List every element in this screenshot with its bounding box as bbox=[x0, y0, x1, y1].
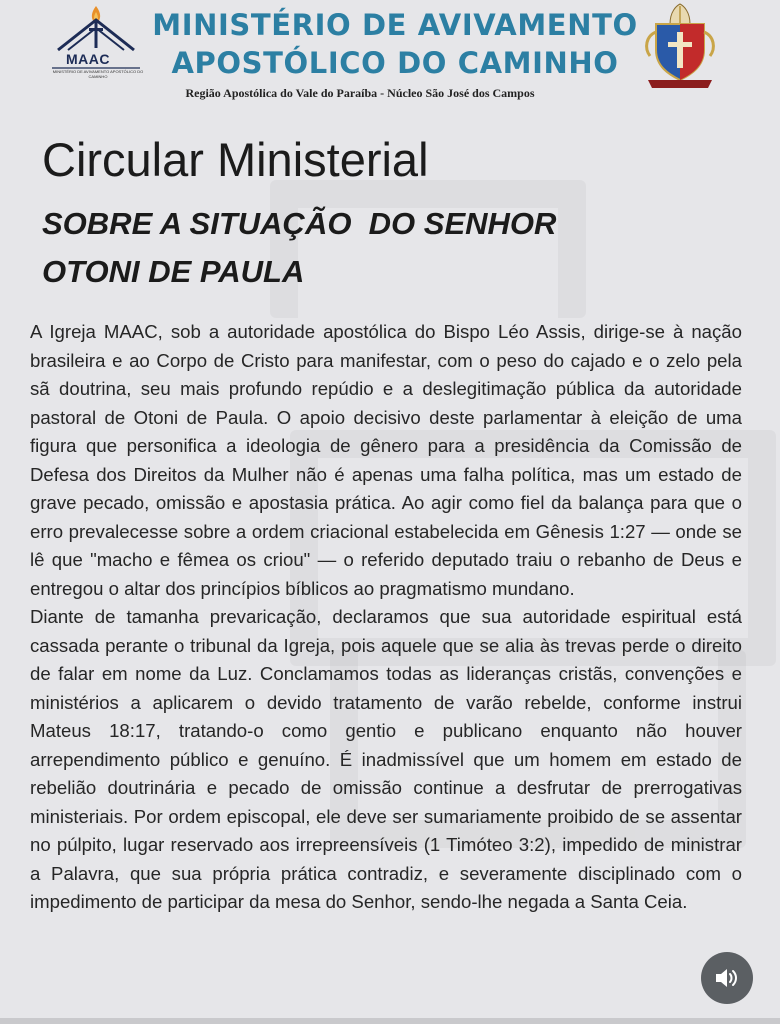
letterhead bbox=[0, 0, 780, 110]
bottom-divider bbox=[0, 1018, 780, 1024]
document-body bbox=[30, 318, 742, 917]
region-subtitle: Região Apostólica do Vale do Paraíba - Núcleo São José dos Campos bbox=[185, 86, 535, 100]
ministry-title-line1: MINISTÉRIO DE AVIVAMENTO bbox=[152, 8, 638, 42]
sound-toggle-button[interactable] bbox=[701, 952, 753, 1004]
subtitle-line2: OTONI DE PAULA bbox=[42, 254, 305, 289]
document-subtitle bbox=[42, 200, 722, 296]
ministry-title-line2: APOSTÓLICO DO CAMINHO bbox=[171, 46, 619, 80]
crest-icon bbox=[640, 2, 720, 90]
logo-text: MAAC bbox=[66, 51, 110, 67]
episcopal-crest bbox=[640, 2, 720, 90]
logo-subtext: MINISTÉRIO DE AVIVAMENTO APOSTÓLICO DO CAMINHO bbox=[52, 69, 144, 79]
ministry-title bbox=[150, 6, 640, 82]
document-title: Circular Ministerial bbox=[42, 133, 429, 186]
body-paragraph-2: Diante de tamanha prevaricação, declaramos que sua autoridade espiritual está cassada perante o tribunal da Igreja, pois aquele que se alia às trevas perde o direito de falar em nome da Luz. Conclamamos todas as lideranças cristãs, convenções e ministérios a aplicarem o devido tratamento de varão rebelde, conforme instrui Mateus 18:17, tratando-o como gentio e publicano enquanto não houver arrependimento público e genuíno. É inadmissível que um homem em estado de rebelião doutrinária e pecado de omissão continue a desfrutar de prerrogativas ministeriais. Por ordem episcopal, ele deve ser sumariamente proibido de se assentar no púlpito, lugar reservado aos irrepreensíveis (1 Timóteo 3:2), impedido de ministrar a Palavra, que sua própria prática contradiz, e severamente disciplinado com o impedimento de participar da mesa do Senhor, sendo-lhe negada a Santa Ceia. bbox=[30, 606, 742, 912]
body-paragraph-1: A Igreja MAAC, sob a autoridade apostólica do Bispo Léo Assis, dirige-se à nação brasileira e ao Corpo de Cristo para manifestar, com o peso do cajado e o zelo pela sã doutrina, seu mais profundo repúdio e a deslegitimação pública da autoridade pastoral de Otoni de Paula. O apoio decisivo deste parlamentar à eleição de uma figura que personifica a ideologia de gênero para a presidência da Comissão de Defesa dos Direitos da Mulher não é apenas uma falha política, mas um estado de grave pecado, omissão e apostasia prática. Ao agir como fiel da balança para que o erro prevalecesse sobre a ordem criacional estabelecida em Gênesis 1:27 — onde se lê que "macho e fêmea os criou" — o referido deputado traiu o rebanho de Deus e entregou o altar dos princípios bíblicos ao pragmatismo mundano. bbox=[30, 321, 742, 599]
maac-logo bbox=[44, 2, 148, 88]
speaker-icon bbox=[714, 967, 740, 989]
subtitle-line1: SOBRE A SITUAÇÃO DO SENHOR bbox=[42, 206, 557, 241]
